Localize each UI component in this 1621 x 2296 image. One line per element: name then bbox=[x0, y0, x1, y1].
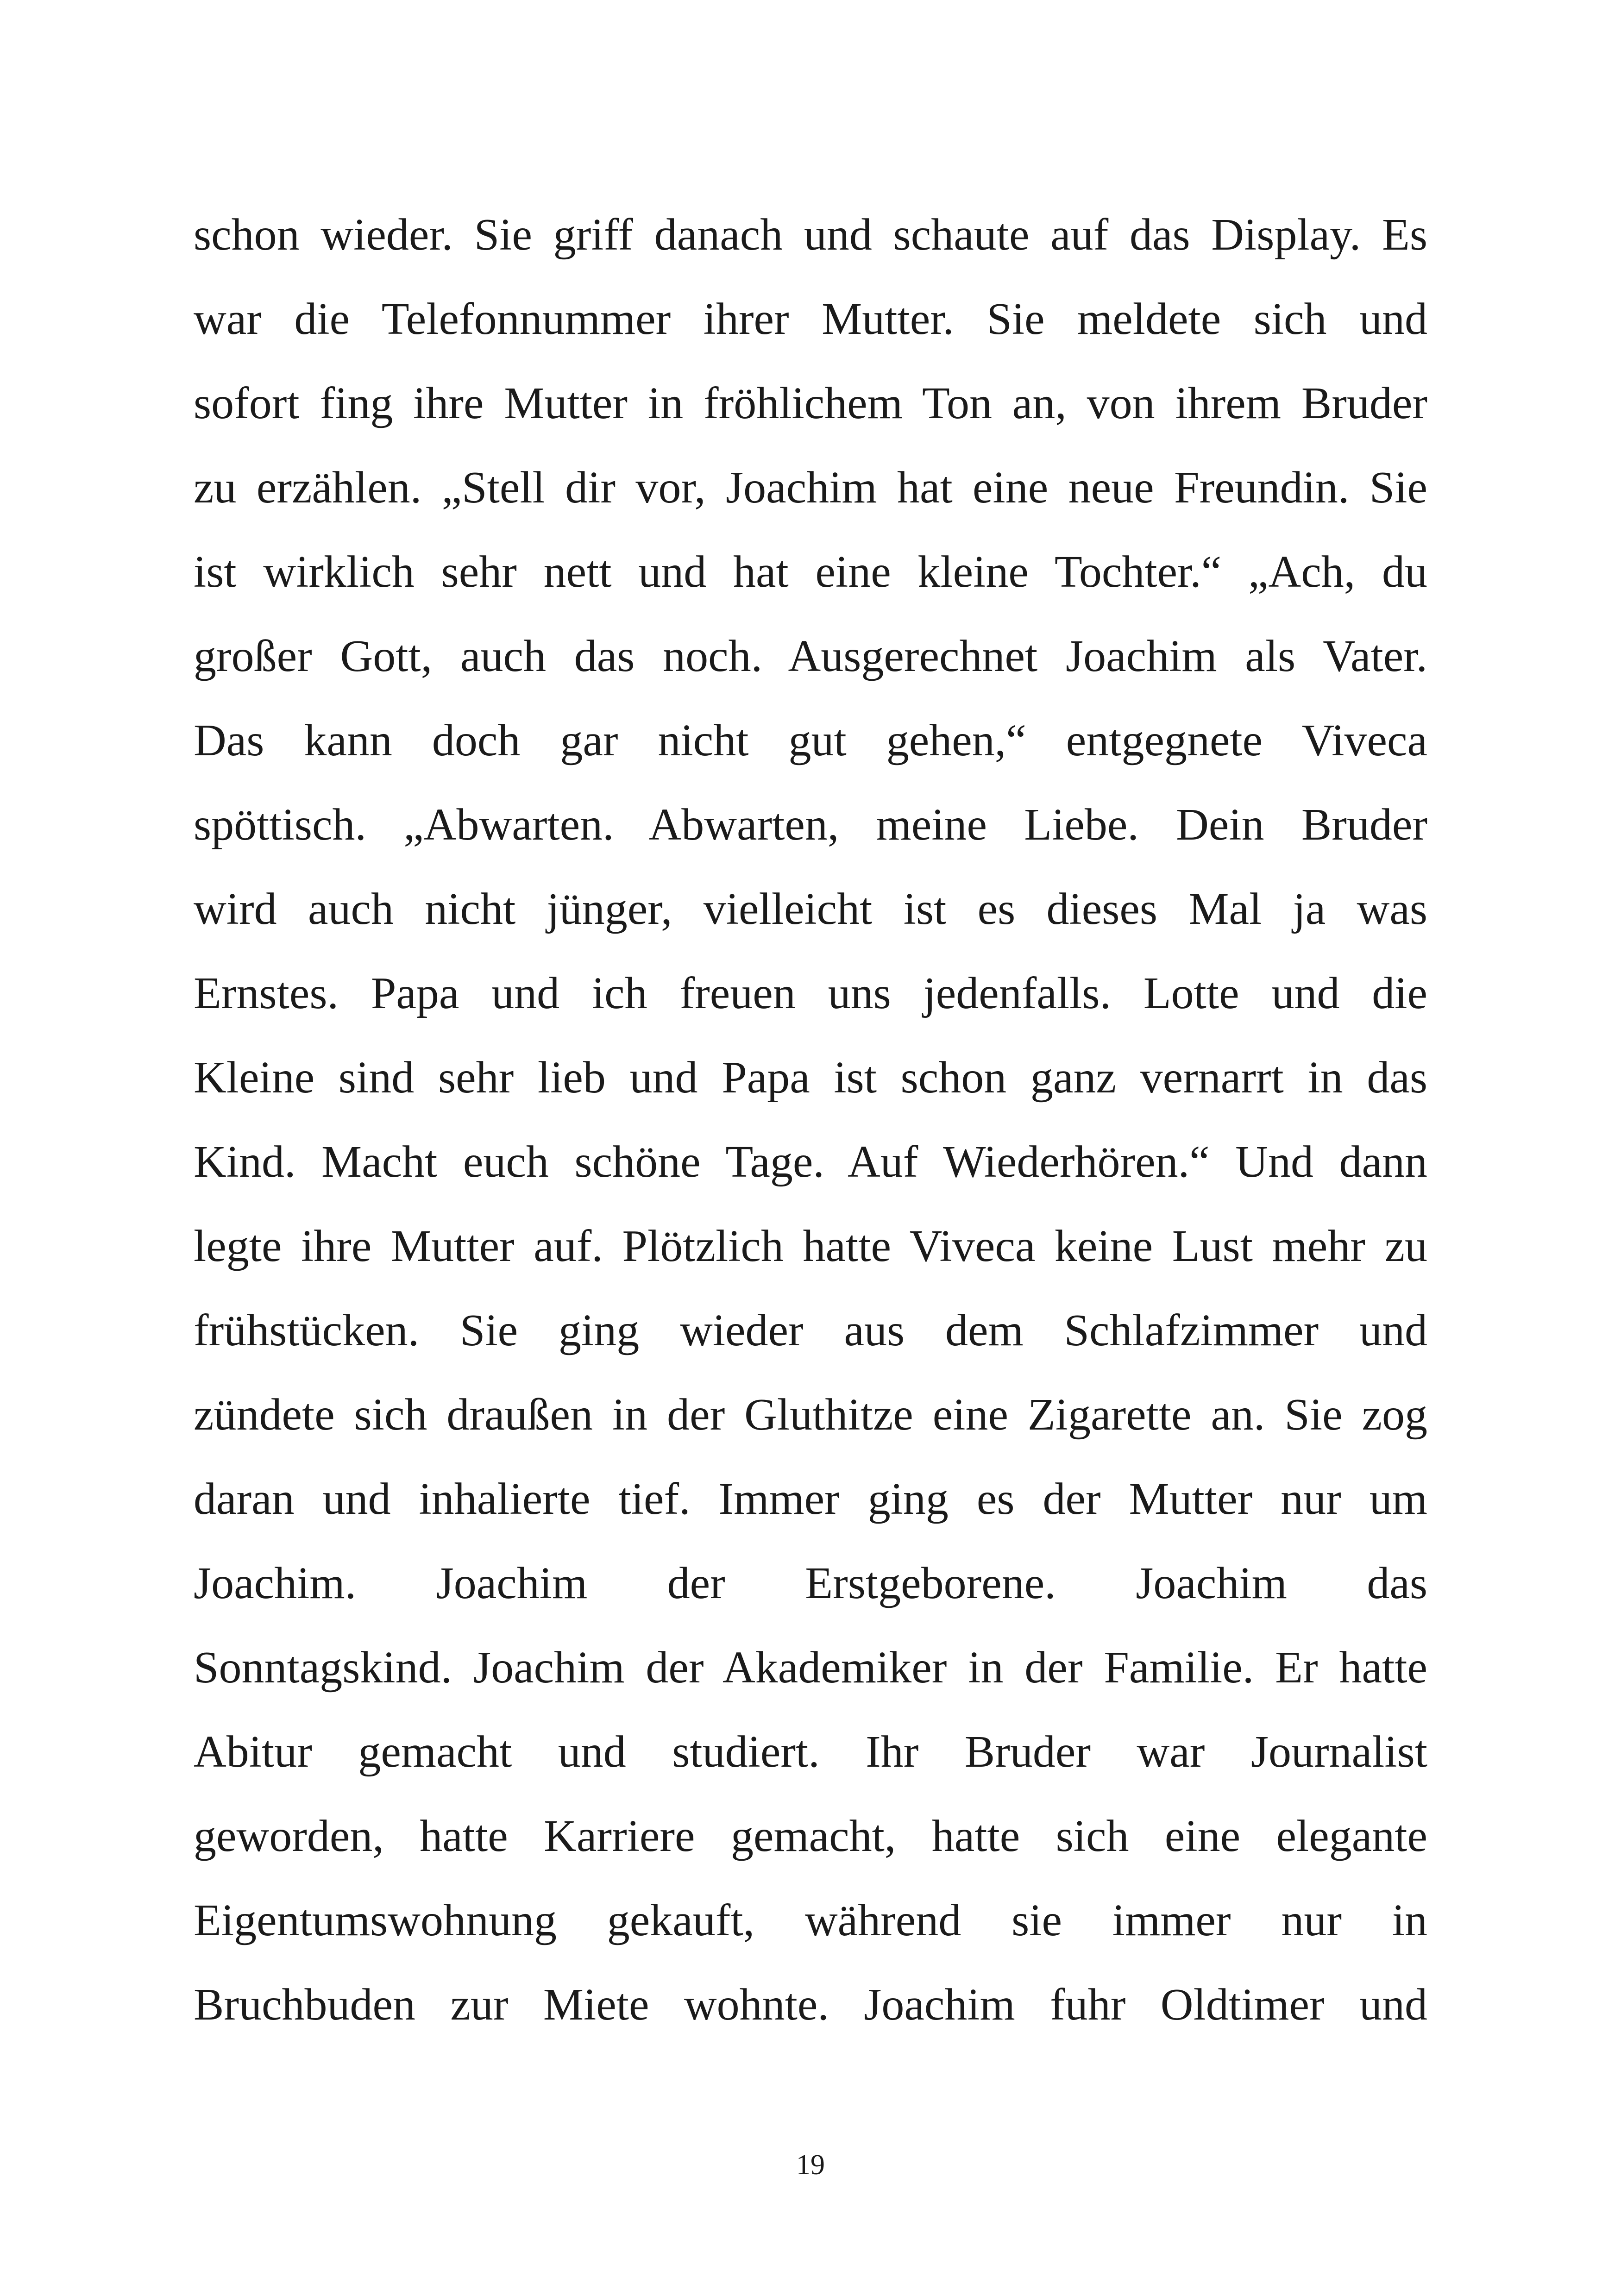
text-line: Abitur gemacht und studiert. Ihr Bruder war Journalist bbox=[194, 1727, 1427, 1777]
text-line: wird auch nicht jünger, vielleicht ist es dieses Mal ja was bbox=[194, 884, 1427, 934]
text-line: schon wieder. Sie griff danach und schaute auf das Display. Es bbox=[194, 210, 1427, 260]
text-line: daran und inhalierte tief. Immer ging es der Mutter nur um bbox=[194, 1474, 1427, 1524]
text-line: spöttisch. „Abwarten. Abwarten, meine Liebe. Dein Bruder bbox=[194, 800, 1427, 850]
text-line: großer Gott, auch das noch. Ausgerechnet Joachim als Vater. bbox=[194, 631, 1427, 681]
text-line: Joachim. Joachim der Erstgeborene. Joachim das bbox=[194, 1558, 1427, 1608]
text-line: zündete sich draußen in der Gluthitze eine Zigarette an. Sie zog bbox=[194, 1390, 1427, 1440]
text-line: Eigentumswohnung gekauft, während sie immer nur in bbox=[194, 1895, 1427, 1945]
page-number: 19 bbox=[796, 2149, 825, 2181]
text-line: zu erzählen. „Stell dir vor, Joachim hat eine neue Freundin. Sie bbox=[194, 463, 1427, 513]
text-line: Ernstes. Papa und ich freuen uns jedenfalls. Lotte und die bbox=[194, 968, 1427, 1018]
body-text bbox=[194, 193, 1427, 2047]
text-line: Kleine sind sehr lieb und Papa ist schon ganz vernarrt in das bbox=[194, 1053, 1427, 1103]
text-line: frühstücken. Sie ging wieder aus dem Schlafzimmer und bbox=[194, 1305, 1427, 1355]
text-line: sofort fing ihre Mutter in fröhlichem Ton an, von ihrem Bruder bbox=[194, 378, 1427, 428]
text-line: legte ihre Mutter auf. Plötzlich hatte Viveca keine Lust mehr zu bbox=[194, 1221, 1427, 1271]
text-line: Das kann doch gar nicht gut gehen,“ entgegnete Viveca bbox=[194, 715, 1427, 765]
text-line: geworden, hatte Karriere gemacht, hatte sich eine elegante bbox=[194, 1811, 1427, 1861]
text-line: war die Telefonnummer ihrer Mutter. Sie meldete sich und bbox=[194, 294, 1427, 344]
text-line: Sonntagskind. Joachim der Akademiker in der Familie. Er hatte bbox=[194, 1643, 1427, 1693]
text-line: Bruchbuden zur Miete wohnte. Joachim fuhr Oldtimer und bbox=[194, 1980, 1427, 2030]
text-line: Kind. Macht euch schöne Tage. Auf Wiederhören.“ Und dann bbox=[194, 1137, 1427, 1187]
text-line: ist wirklich sehr nett und hat eine kleine Tochter.“ „Ach, du bbox=[194, 547, 1427, 597]
